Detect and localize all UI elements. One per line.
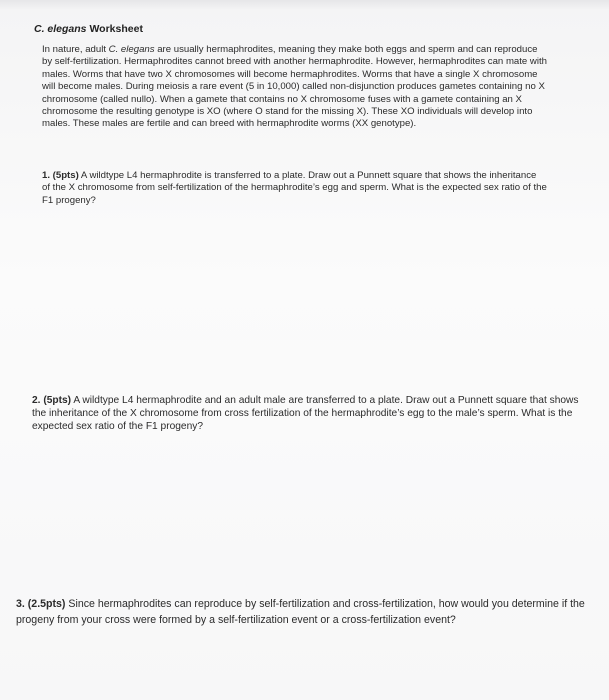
worksheet-title [34,23,143,35]
intro-species: C. elegans [108,44,155,55]
title-suffix: Worksheet [86,23,143,35]
question-3 [16,597,588,628]
question-3-label: 3. (2.5pts) [16,598,66,610]
question-2 [32,394,580,433]
intro-text-rest: are usually hermaphrodites, meaning they make both eggs and sperm and can reproduce by self-fertilization. Hermaphrodites cannot breed with another hermaphrodite. However, hermaphrodites can mate with males. Worms that have two X chromosomes will become hermaphrodites. Worms that have a single X chromosome will become males. During meiosis a rare event (5 in 10,000) called non-disjunction produces gametes containing no X chromosome (called nullo). When a gamete that contains no X chromosome fuses with a gamete containing an X chromosome the resulting genotype is XO (where O stand for the missing X). These XO individuals will develop into males. These males are fertile and can breed with hermaphrodite worms (XX genotype). [42,44,547,130]
intro-paragraph [42,44,547,131]
question-3-text: Since hermaphrodites can reproduce by self-fertilization and cross-fertilization, how would you determine if the progeny from your cross were formed by a self-fertilization event or a cross-fertilization event? [16,598,585,626]
title-species: C. elegans [34,23,87,35]
question-1-label: 1. (5pts) [42,170,79,181]
question-1 [42,170,547,207]
question-2-text: A wildtype L4 hermaphrodite and an adult male are transferred to a plate. Draw out a Punnett square that shows the inheritance of the X chromosome from cross fertilization of the hermaphrodite’s egg to the male’s sperm. What is the expected sex ratio of the F1 progeny? [32,395,579,432]
question-2-label: 2. (5pts) [32,395,72,406]
intro-text-start: In nature, adult [42,44,109,55]
question-1-text: A wildtype L4 hermaphrodite is transferred to a plate. Draw out a Punnett square that shows the inheritance of the X chromosome from self-fertilization of the hermaphrodite’s egg and sperm. What is the expected sex ratio of the F1 progeny? [42,170,547,206]
